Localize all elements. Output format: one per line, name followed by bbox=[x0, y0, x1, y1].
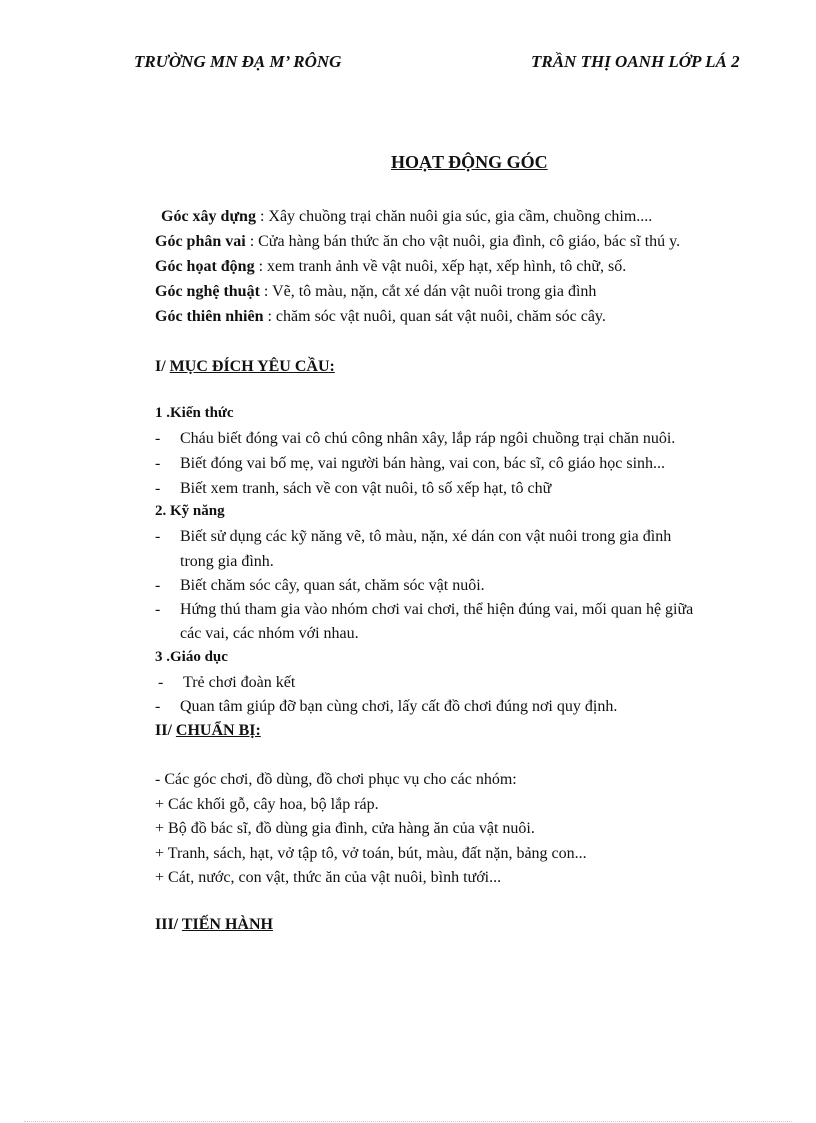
page-title: HOẠT ĐỘNG GÓC bbox=[391, 152, 548, 172]
goc-line-phan-vai bbox=[155, 233, 680, 251]
section-prefix: II/ bbox=[155, 722, 176, 739]
prep-item: + Các khối gỗ, cây hoa, bộ lắp ráp. bbox=[155, 796, 379, 813]
goc-line-xay-dung bbox=[161, 208, 652, 226]
list-item: Biết đóng vai bố mẹ, vai người bán hàng, vai con, bác sĩ, cô giáo học sinh... bbox=[180, 455, 666, 472]
list-item: Hứng thú tham gia vào nhóm chơi vai chơi, thể hiện đúng vai, mối quan hệ giữa bbox=[180, 601, 694, 618]
list-bullet: - bbox=[155, 480, 161, 497]
goc-label: Góc thiên nhiên bbox=[155, 308, 264, 325]
header-school: TRƯỜNG MN ĐẠ M’ RÔNG bbox=[134, 52, 342, 71]
page-bottom-divider bbox=[24, 1121, 792, 1122]
section-title: TIẾN HÀNH bbox=[181, 916, 273, 933]
section-heading-chuan-bi bbox=[155, 722, 261, 740]
list-bullet: - bbox=[155, 455, 161, 472]
list-item-continuation: các vai, các nhóm với nhau. bbox=[180, 625, 359, 642]
list-item: Cháu biết đóng vai cô chú công nhân xây, lắp ráp ngôi chuồng trại chăn nuôi. bbox=[180, 430, 676, 447]
list-item: Quan tâm giúp đỡ bạn cùng chơi, lấy cất đồ chơi đúng nơi quy định. bbox=[180, 698, 618, 715]
list-item: Biết chăm sóc cây, quan sát, chăm sóc vật nuôi. bbox=[180, 577, 485, 594]
section-prefix: III/ bbox=[155, 916, 182, 933]
header-teacher-class: TRẦN THỊ OANH LỚP LÁ 2 bbox=[531, 52, 740, 71]
section-title: MỤC ĐÍCH YÊU CẦU: bbox=[169, 358, 335, 375]
goc-text: : Vẽ, tô màu, nặn, cắt xé dán vật nuôi trong gia đình bbox=[259, 283, 597, 300]
goc-text: : chăm sóc vật nuôi, quan sát vật nuôi, chăm sóc cây. bbox=[263, 308, 606, 325]
subheading-ky-nang: 2. Kỹ năng bbox=[155, 503, 225, 519]
section-heading-muc-dich bbox=[155, 358, 335, 376]
prep-item: + Cát, nước, con vật, thức ăn của vật nuôi, bình tưới... bbox=[155, 869, 502, 886]
section-heading-tien-hanh bbox=[155, 916, 273, 934]
list-bullet: - bbox=[155, 528, 161, 545]
goc-text: : xem tranh ảnh về vật nuôi, xếp hạt, xếp hình, tô chữ, số. bbox=[254, 258, 627, 275]
list-bullet: - bbox=[155, 430, 161, 447]
list-item: Trẻ chơi đoàn kết bbox=[183, 674, 296, 691]
goc-text: : Xây chuồng trại chăn nuôi gia súc, gia cầm, chuồng chim.... bbox=[255, 208, 653, 225]
list-bullet: - bbox=[155, 698, 161, 715]
list-item: Biết sử dụng các kỹ năng vẽ, tô màu, nặn, xé dán con vật nuôi trong gia đình bbox=[180, 528, 672, 545]
goc-line-hoat-dong bbox=[155, 258, 626, 276]
goc-label: Góc xây dựng bbox=[161, 208, 256, 225]
subheading-giao-duc: 3 .Giáo dục bbox=[155, 649, 228, 665]
goc-label: Góc họat động bbox=[155, 258, 255, 275]
goc-line-nghe-thuat bbox=[155, 283, 596, 301]
prep-item: + Bộ đồ bác sĩ, đồ dùng gia đình, cửa hàng ăn của vật nuôi. bbox=[155, 820, 535, 837]
goc-text: : Cửa hàng bán thức ăn cho vật nuôi, gia đình, cô giáo, bác sĩ thú y. bbox=[245, 233, 681, 250]
list-bullet: - bbox=[155, 577, 161, 594]
section-prefix: I/ bbox=[155, 358, 170, 375]
prep-item: - Các góc chơi, đồ dùng, đồ chơi phục vụ cho các nhóm: bbox=[155, 771, 517, 788]
goc-label: Góc phân vai bbox=[155, 233, 246, 250]
list-item-continuation: trong gia đình. bbox=[180, 553, 274, 570]
list-item: Biết xem tranh, sách về con vật nuôi, tô số xếp hạt, tô chữ bbox=[180, 480, 552, 497]
section-title: CHUẨN BỊ: bbox=[175, 722, 261, 739]
list-bullet: - bbox=[155, 601, 161, 618]
subheading-kien-thuc: 1 .Kiến thức bbox=[155, 405, 234, 421]
goc-label: Góc nghệ thuật bbox=[155, 283, 260, 300]
goc-line-thien-nhien bbox=[155, 308, 606, 326]
prep-item: + Tranh, sách, hạt, vở tập tô, vở toán, bút, màu, đất nặn, bảng con... bbox=[155, 845, 587, 862]
list-bullet: - bbox=[158, 674, 164, 691]
